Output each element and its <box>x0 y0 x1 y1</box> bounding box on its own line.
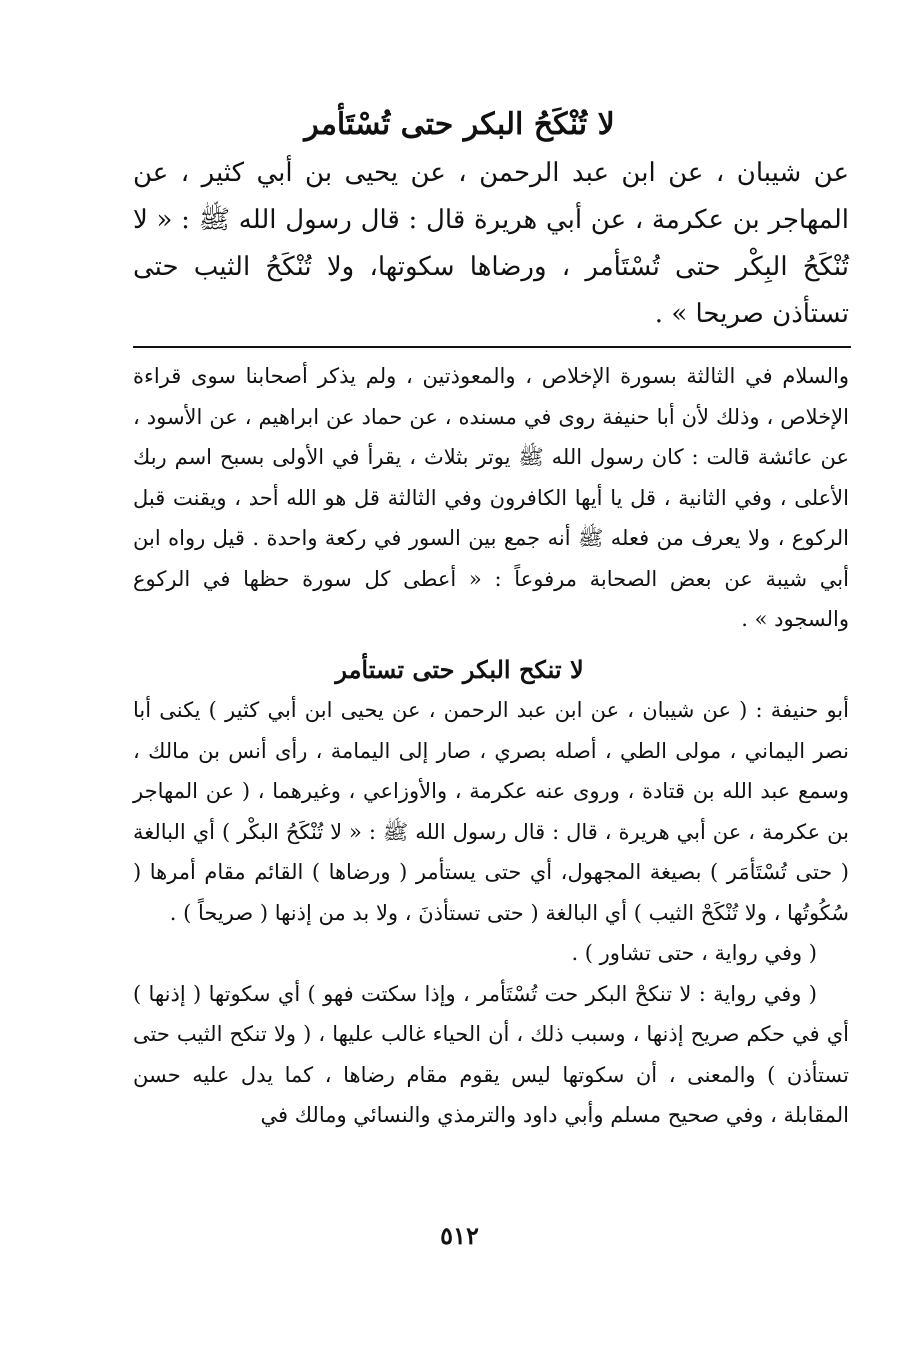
section-paragraph: أبو حنيفة : ( عن شيبان ، عن ابن عبد الرحمن ، عن يحيى ابن أبي كثير ) يكنى أبا نصر اليماني ، مولى الطي ، أصله بصري ، صار إلى اليمامة ، رأى أنس بن مالك ، وسمع عبد الله بن قتادة ، وروى عنه عكرمة ، والأوزاعي ، وغيرهما ، ( عن المهاجر بن عكرمة ، عن أبي هريرة ، قال : قال رسول الله ﷺ : « لا تُنْكَحُ البكْر ) أي البالغة ( حتى تُسْتَأمَر ) بصيغة المجهول، أي حتى يستأمر ( ورضاها ) القائم مقام أمرها ( سُكُوتُها ، ولا تُنْكَحْ الثيب ) أي البالغة ( حتى تستأذنَ ، ولا بد من إذنها ( صريحاً ) . <box>133 698 849 925</box>
hadith-text: عن شيبان ، عن ابن عبد الرحمن ، عن يحيى بن أبي كثير ، عن المهاجر بن عكرمة ، عن أبي هريرة قال : قال رسول الله ﷺ : « لا تُنْكَحُ البِكْر حتى تُسْتَأمر ، ورضاها سكوتها، ولا تُنْكَحُ الثيب حتى تستأذن صريحا » . <box>133 158 849 329</box>
section-title: لا تنكح البكر حتى تستأمر <box>335 655 584 684</box>
section-paragraph: ( وفي رواية : لا تنكحْ البكر حت تُسْتَأمر ، وإذا سكتت فهو ) أي سكوتها ( إذنها ) أي في حكم صريح إذنها ، وسبب ذلك ، أن الحياء غالب عليها ، ( ولا تنكح الثيب حتى تستأذن ) والمعنى ، أن سكوتها ليس يقوم مقام رضاها ، كما يدل عليه حسن المقابلة ، وفي صحيح مسلم وأبي داود والترمذي والنسائي ومالك في <box>133 981 849 1127</box>
commentary-block <box>133 356 849 640</box>
footnote-divider <box>133 346 851 348</box>
section-paragraph: ( وفي رواية ، حتى تشاور ) . <box>571 941 817 965</box>
hadith-title: لا تُنْكَحُ البكر حتى تُسْتَأمر <box>304 107 615 142</box>
commentary-paragraph: والسلام في الثالثة بسورة الإخلاص ، والمعوذتين ، ولم يذكر أصحابنا سوى قراءة الإخلاص ، وذلك لأن أبا حنيفة روى في مسنده ، عن حماد عن ابراهيم ، عن الأسود ، عن عائشة قالت : كان رسول الله ﷺ يوتر بثلاث ، يقرأ في الأولى بسبح اسم ربك الأعلى ، وفي الثانية ، قل يا أيها الكافرون وفي الثالثة قل هو الله أحد ، ويقنت قبل الركوع ، ولا يعرف من فعله ﷺ أنه جمع بين السور في ركعة واحدة . قيل رواه ابن أبي شيبة عن بعض الصحابة مرفوعاً : « أعطى كل سورة حظها في الركوع والسجود » . <box>133 364 849 631</box>
page-number: ٥١٢ <box>440 1221 479 1250</box>
section-body <box>133 690 849 1136</box>
